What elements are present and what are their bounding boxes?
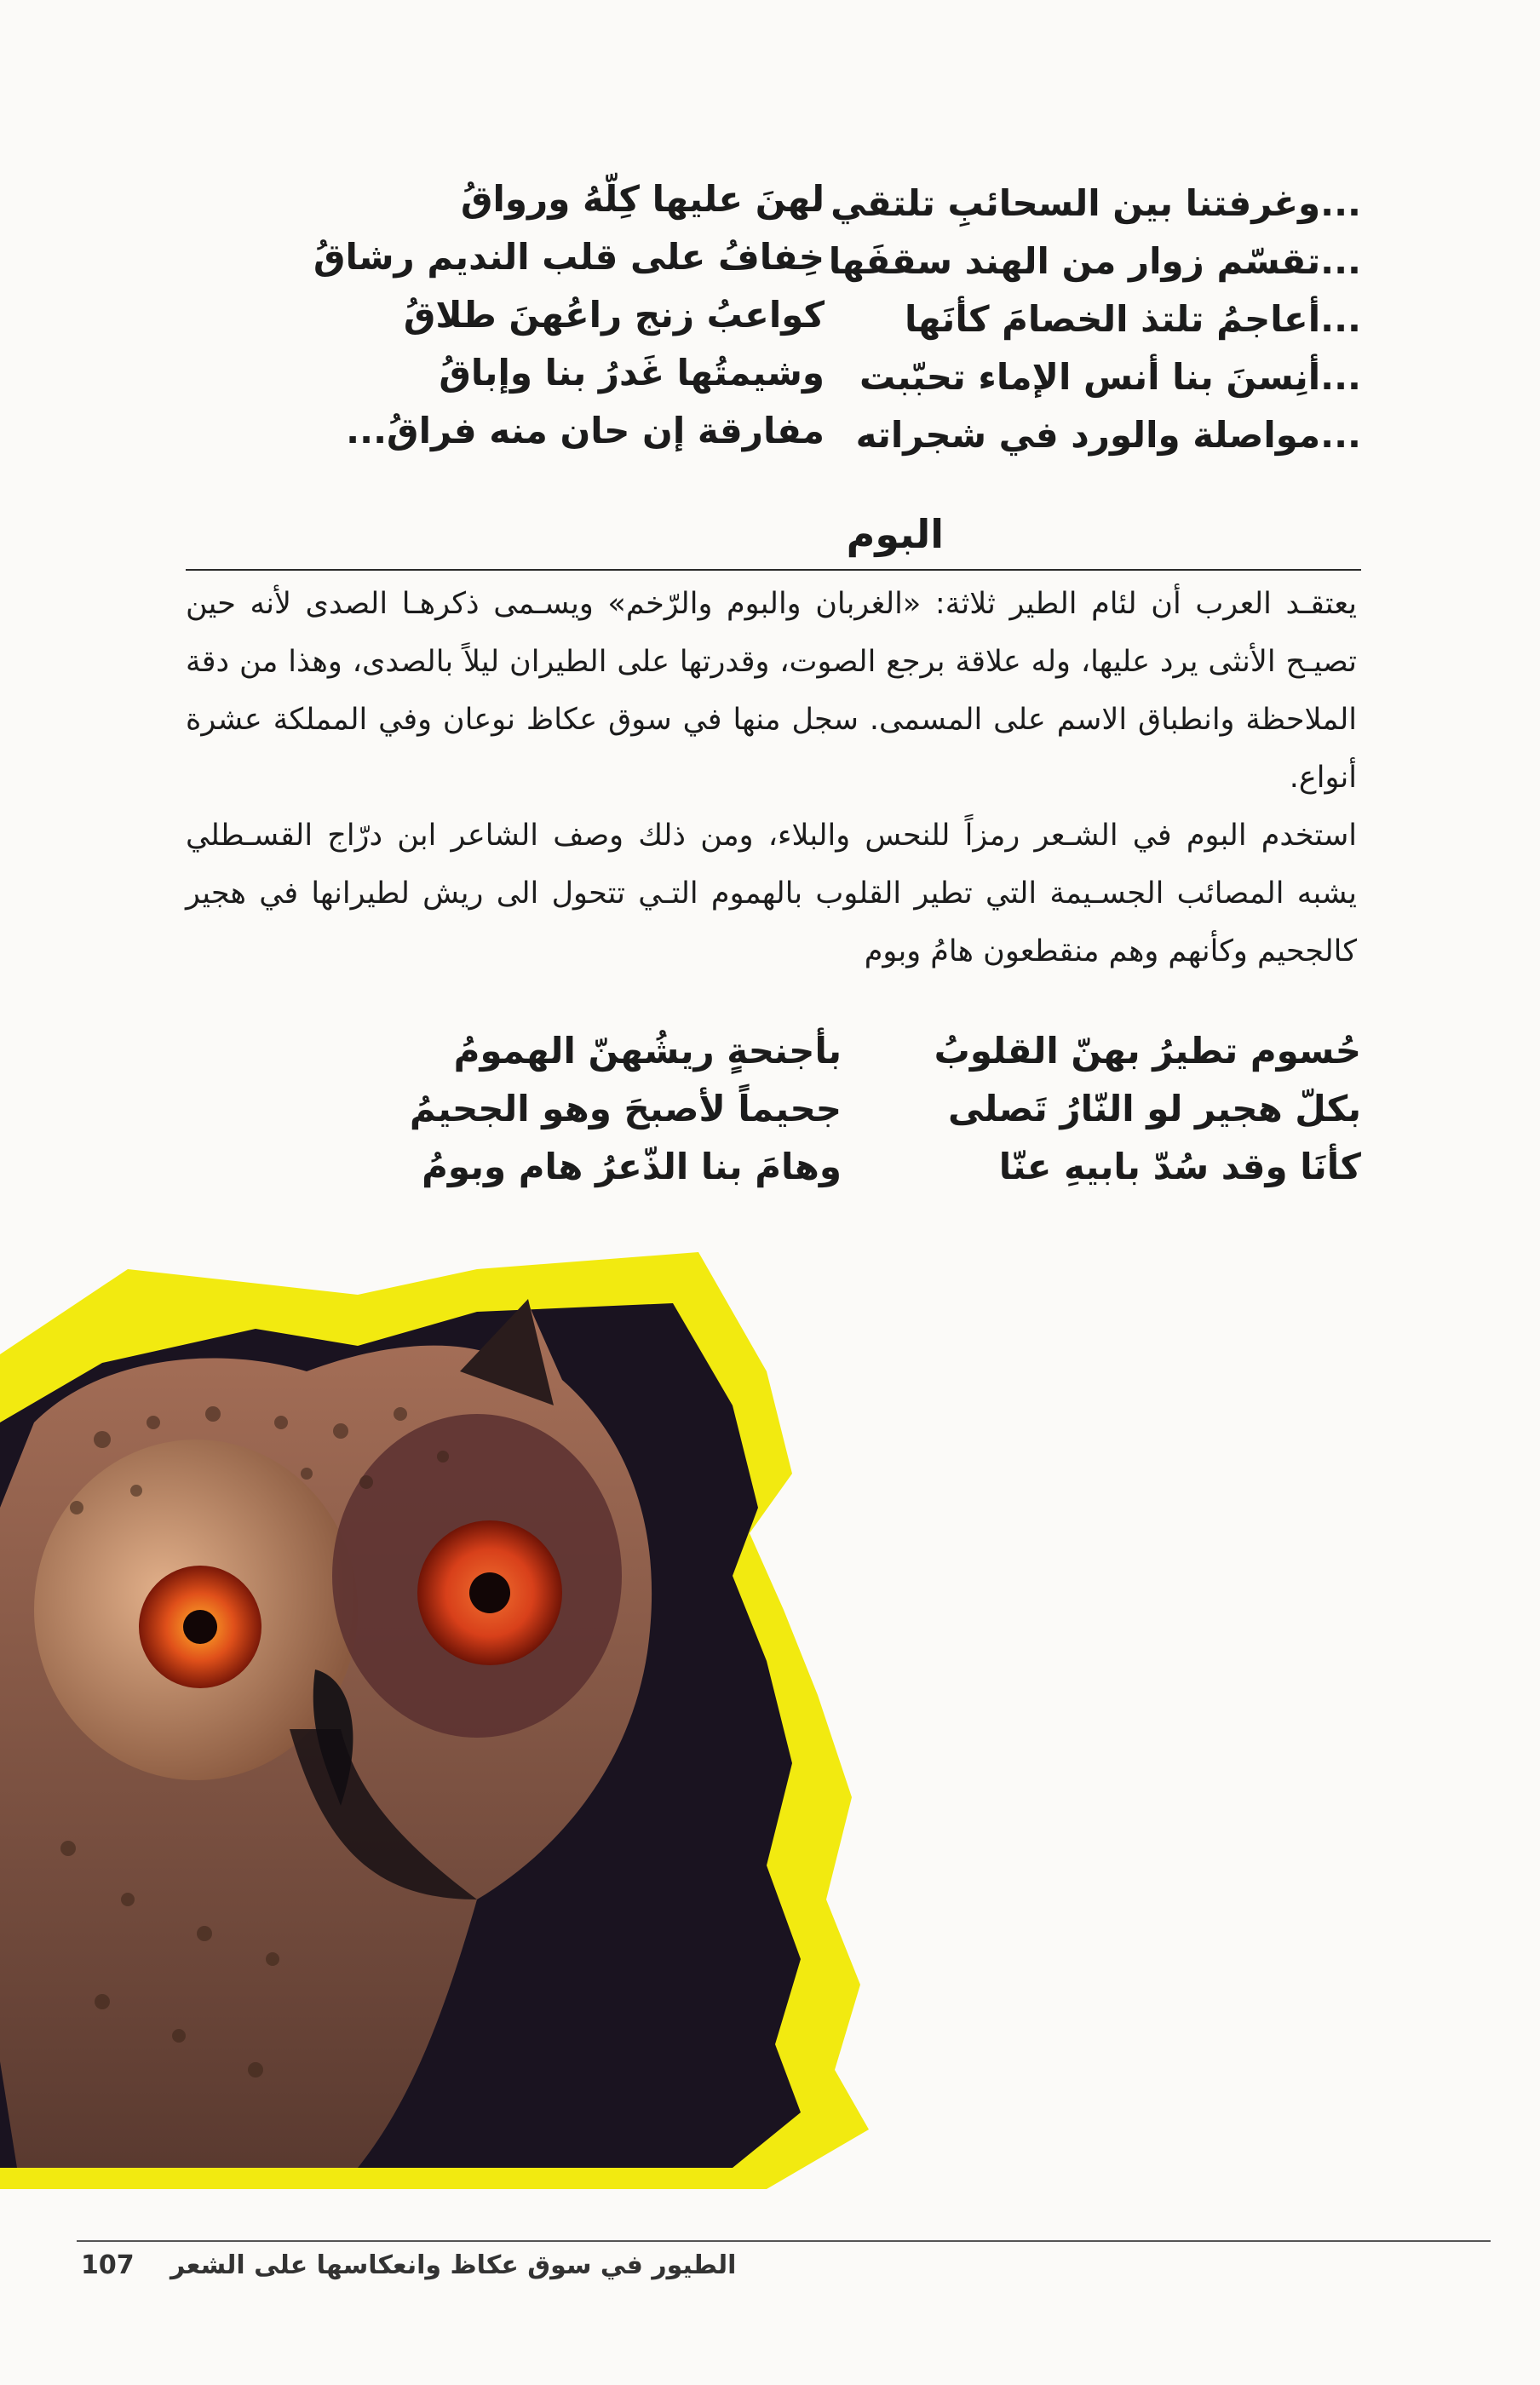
paragraph: يعتقـد العرب أن لئام الطير ثلاثة: «الغربان والبوم والرّخم» ويسـمى ذكرهـا الصدى لأنه حين تصيـح الأنثى يرد عليها، وله علاقة برجع الصوت، وقدرتها على الطيران ليلاً بالصدى، وهذا من دقة الملاحظة وانطباق الاسم على المسمى. سجل منها في سوق عكاظ نوعان وفي المملكة عشرة أنواع. [186, 587, 1357, 795]
poem-verse: حُسوم تطيرُ بهنّ القلوبُ [934, 1030, 1361, 1072]
owl-pupil-right [469, 1572, 510, 1613]
heading-divider [186, 569, 1361, 571]
poem-bottom-right-column [884, 1022, 1361, 1196]
poem-verse: ...وغرفتنا بين السحائبِ تلتقي [830, 182, 1361, 224]
footer-divider [77, 2240, 1491, 2242]
poem-verse: مفارقة إن حان منه فراقُ... [346, 410, 825, 451]
paragraph: استخدم البوم في الشـعر رمزاً للنحس والبلاء، ومن ذلك وصف الشاعر ابن درّاج القسـطلي يشبه المصائب الجسـيمة التي تطير القلوب بالهموم التـي تتحول الى ريش لطيرانها في هجير كالجحيم وكأنهم وهم منقطعون هامُ وبوم [186, 819, 1357, 968]
poem-bottom-left-column [365, 1022, 842, 1196]
poem-verse: وهامَ بنا الذّعرُ هام وبومُ [422, 1146, 842, 1187]
poem-verse: كأنَا وقد سُدّ بابيهِ عنّا [998, 1146, 1361, 1187]
owl-photo [0, 1252, 886, 2189]
poem-verse: كواعبُ زنج راعُهنَ طلاقُ [403, 294, 825, 336]
page-number: 107 [81, 2250, 135, 2280]
footer-book-title: الطيور في سوق عكاظ وانعكاسها على الشعر [170, 2250, 737, 2280]
owl-illustration [0, 1252, 886, 2189]
poem-verse: جحيماً لأصبحَ وهو الجحيمُ [409, 1088, 842, 1129]
poem-verse: ...تقسّم زوار من الهند سقفَها [828, 240, 1361, 282]
body-text [186, 575, 1357, 980]
poem-verse: وشيمتُها غَدرُ بنا وإباقُ [439, 352, 825, 394]
poem-verse: خِفافُ على قلب النديم رشاقُ [313, 236, 825, 278]
poem-verse: ...مواصلة والورد في شجراته [855, 414, 1361, 456]
poem-top-left-column [313, 170, 825, 460]
owl-pupil-left [183, 1610, 217, 1644]
poem-top-right-column [828, 175, 1361, 464]
poem-verse: بكلّ هجير لو النّارُ تَصلى [948, 1088, 1361, 1129]
poem-verse: ...أنِسنَ بنا أنس الإماء تحبّبت [859, 356, 1361, 398]
poem-verse: ...أعاجمُ تلتذ الخصامَ كأنَها [905, 298, 1361, 340]
section-heading: البوم [846, 511, 944, 557]
poem-verse: لهنَ عليها كِلّهُ ورواقُ [460, 178, 825, 220]
poem-verse: بأجنحةٍ ريشُهنّ الهمومُ [453, 1030, 842, 1072]
